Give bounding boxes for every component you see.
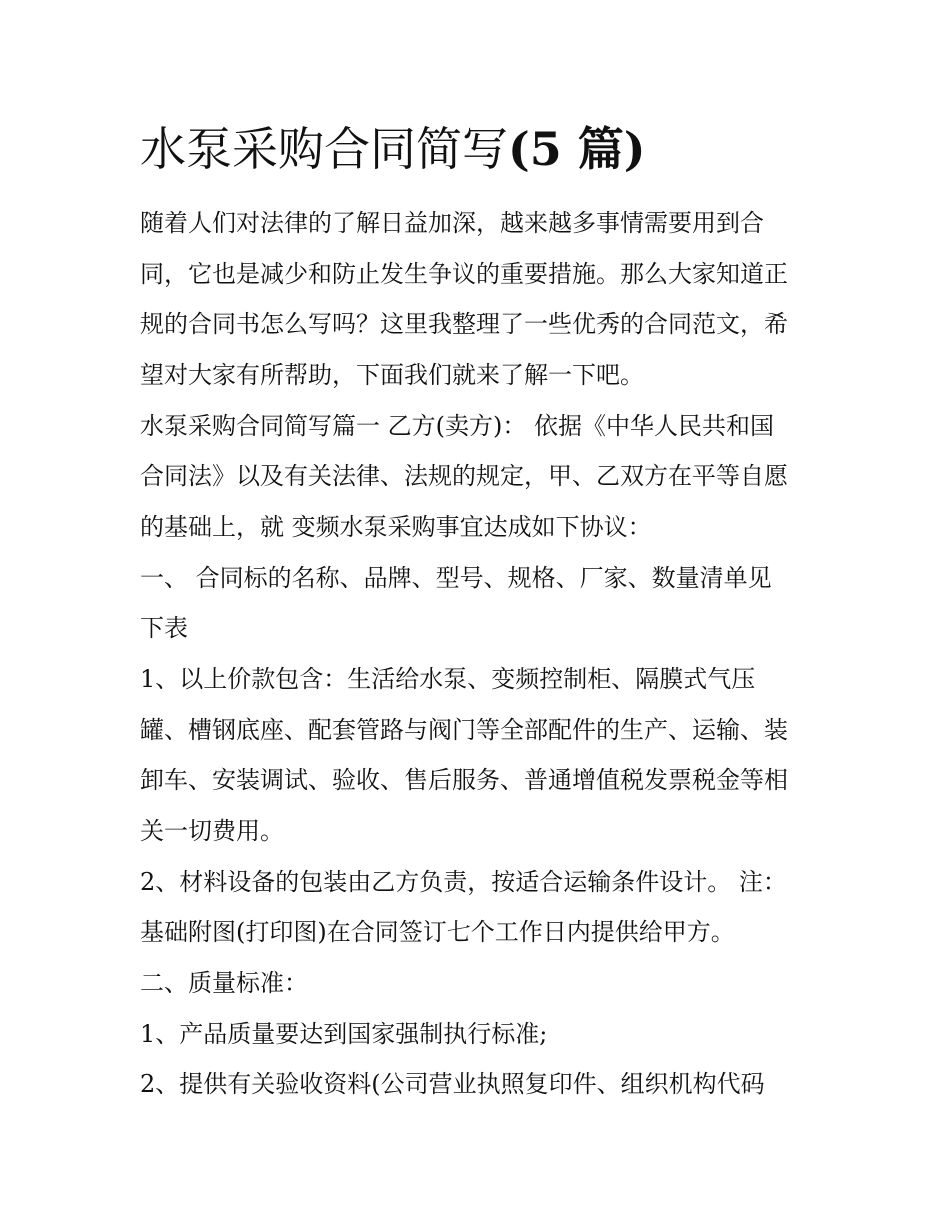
title-main: 水泵采购合同简写 — [140, 122, 508, 176]
text-line: 同，它也是减少和防止发生争议的重要措施。那么大家知道正 — [140, 260, 788, 288]
title-suffix: (5 篇) — [508, 122, 646, 176]
text-line: 2、提供有关验收资料(公司营业执照复印件、组织机构代码 — [140, 1070, 765, 1098]
text-line: 2、材料设备的包装由乙方负责，按适合运输条件设计。 注： — [140, 868, 787, 896]
text-line: 水泵采购合同简写篇一 乙方(卖方)： 依据《中华人民共和国 — [140, 412, 774, 440]
page-title — [140, 113, 646, 185]
text-line: 1、产品质量要达到国家强制执行标准; — [140, 1020, 548, 1048]
text-line: 二、质量标准： — [140, 969, 308, 997]
text-line: 合同法》以及有关法律、法规的规定，甲、乙双方在平等自愿 — [140, 462, 788, 490]
text-line: 随着人们对法律的了解日益加深，越来越多事情需要用到合 — [140, 209, 764, 237]
text-line: 卸车、安装调试、验收、售后服务、普通增值税发票税金等相 — [140, 766, 788, 794]
text-line: 1、以上价款包含：生活给水泵、变频控制柜、隔膜式气压 — [140, 665, 756, 693]
text-line: 关一切费用。 — [140, 817, 284, 845]
text-line: 下表 — [140, 614, 188, 642]
text-line: 一、 合同标的名称、品牌、型号、规格、厂家、数量清单见 — [140, 564, 772, 592]
text-line: 罐、槽钢底座、配套管路与阀门等全部配件的生产、运输、装 — [140, 716, 788, 744]
text-line: 规的合同书怎么写吗？这里我整理了一些优秀的合同范文，希 — [140, 310, 788, 338]
text-line: 的基础上，就 变频水泵采购事宜达成如下协议： — [140, 513, 652, 541]
text-line: 望对大家有所帮助，下面我们就来了解一下吧。 — [140, 361, 644, 389]
text-line: 基础附图(打印图)在合同签订七个工作日内提供给甲方。 — [140, 918, 735, 946]
